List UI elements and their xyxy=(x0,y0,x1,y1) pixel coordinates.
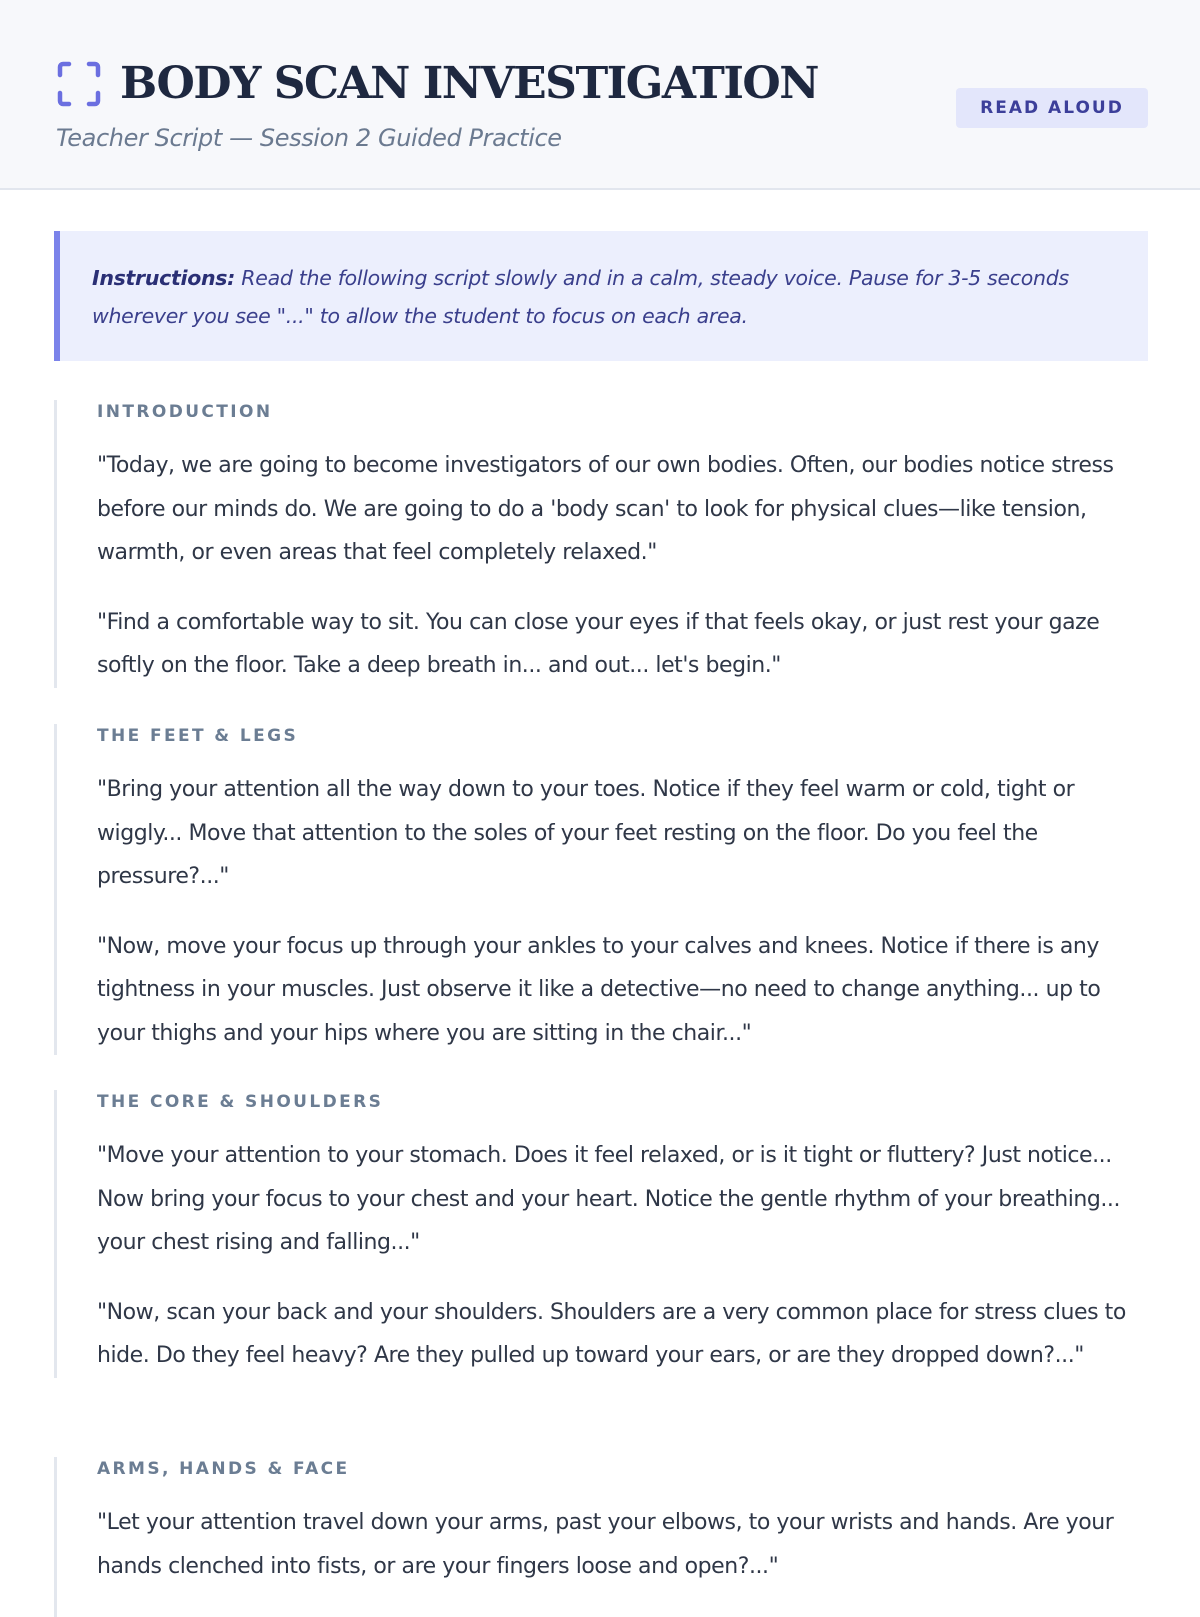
page-title: BODY SCAN INVESTIGATION xyxy=(120,58,818,109)
section-heading: ARMS, HANDS & FACE xyxy=(97,1459,350,1479)
instructions-label: Instructions: xyxy=(92,266,236,290)
section-heading: THE CORE & SHOULDERS xyxy=(97,1092,384,1112)
script-paragraph: "Now, move your focus up through your ankles to your calves and knees. Notice if there is any tightness in your muscles. Just observe it like a detective—no need to change anything... up to your thighs and your hips where you are sitting in the chair..." xyxy=(97,933,1101,1046)
section-core-shoulders xyxy=(54,1090,1154,1378)
script-paragraph: "Now, scan your back and your shoulders. Shoulders are a very common place for stress clues to hide. Do they feel heavy? Are they pulled up toward your ears, or are they dropped down?..." xyxy=(97,1299,1126,1368)
section-arms-hands-face xyxy=(54,1457,1154,1617)
page-header xyxy=(0,0,1200,190)
section-heading: THE FEET & LEGS xyxy=(97,726,299,746)
title-row xyxy=(56,56,818,112)
script-paragraph: "Bring your attention all the way down to your toes. Notice if they feel warm or cold, tight or wiggly... Move that attention to the soles of your feet resting on the floor. Do you feel the pressure?..." xyxy=(97,777,1075,889)
section-feet-legs xyxy=(54,724,1154,1055)
section-heading: INTRODUCTION xyxy=(97,402,273,422)
script-paragraph: "Find a comfortable way to sit. You can close your eyes if that feels okay, or just rest your gaze softly on the floor. Take a deep breath in... and out... let's begin." xyxy=(97,609,1100,678)
section-introduction xyxy=(54,400,1154,688)
read-aloud-button[interactable]: READ ALOUD xyxy=(956,88,1148,128)
instructions-callout xyxy=(54,231,1148,361)
page-subtitle: Teacher Script — Session 2 Guided Practice xyxy=(56,124,562,152)
script-paragraph: "Today, we are going to become investigators of our own bodies. Often, our bodies notice stress before our minds do. We are going to do a 'body scan' to look for physical clues—like tension, warmth, or even areas that feel completely relaxed." xyxy=(97,453,1114,565)
instructions-text: Read the following script slowly and in a calm, steady voice. Pause for 3-5 seconds wherever you see "..." to allow the student to focus on each area. xyxy=(92,266,1069,328)
script-paragraph: "Move your attention to your stomach. Does it feel relaxed, or is it tight or fluttery? Just notice... Now bring your focus to your chest and your heart. Notice the gentle rhythm of your breathing... your chest rising and falling..." xyxy=(97,1143,1121,1255)
script-paragraph: "Let your attention travel down your arms, past your elbows, to your wrists and hands. Are your hands clenched into fists, or are your fingers loose and open?..." xyxy=(97,1510,1114,1579)
scan-frame-icon xyxy=(56,61,102,107)
